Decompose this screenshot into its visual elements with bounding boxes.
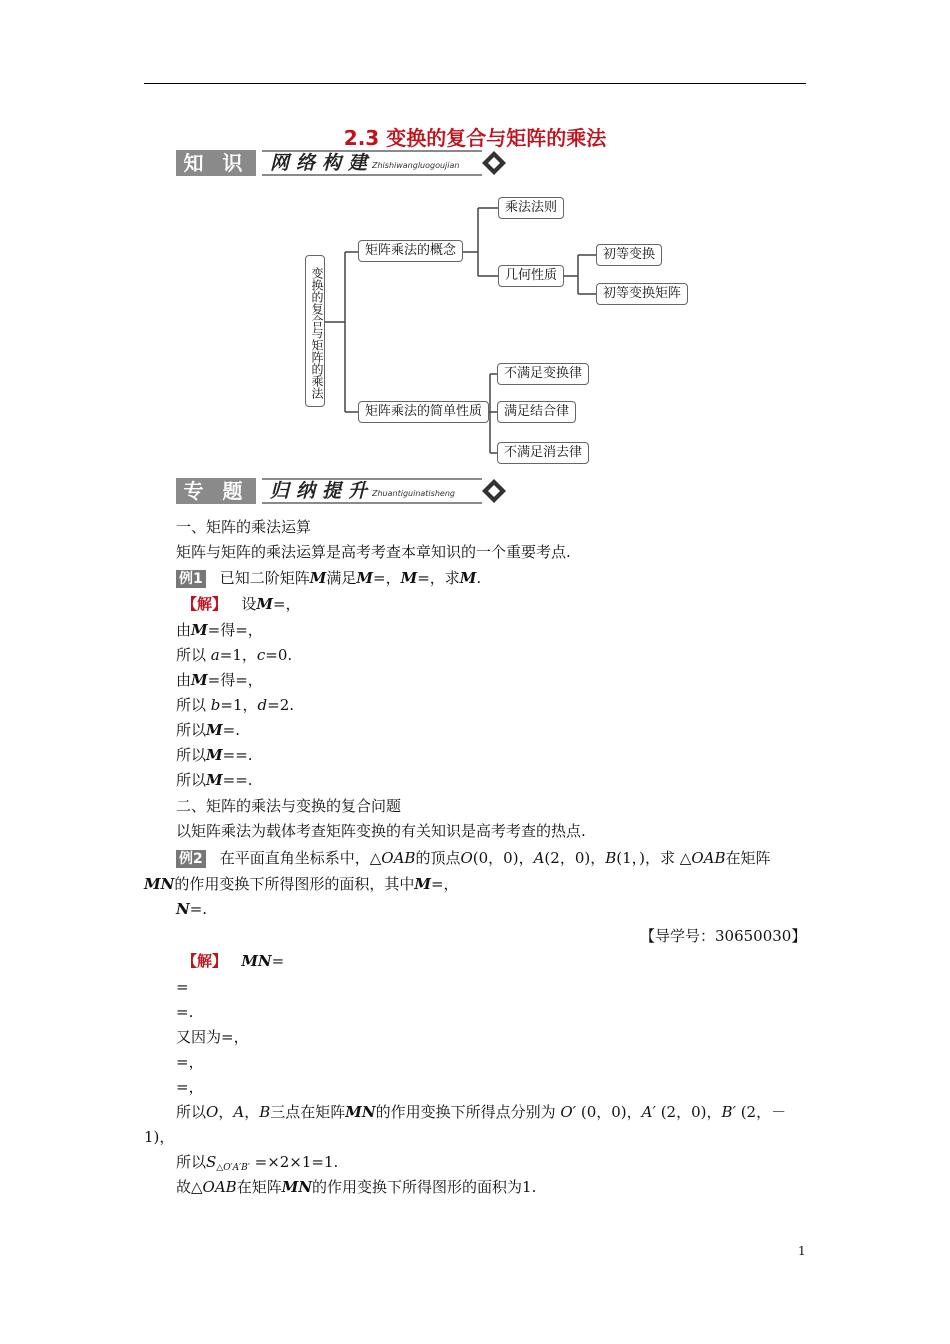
solution-1-line-8: 所以M==. [176,771,253,789]
solution-2-line-8: 1)， [144,1128,175,1146]
solution-2-line-7: 所以O，A，B三点在矩阵MN的作用变换下所得点分别为 O′ (0，0)，A′ (2，0)，B′ (2，－ [176,1103,787,1121]
solution-1-line-3: 所以 a=1，c=0. [176,646,293,664]
example-tag: 例2 [176,850,206,868]
diagram-node-no-commute: 不满足变换律 [497,363,589,385]
solution-2-line-4: 又因为=， [176,1028,249,1046]
section-title: 2.3 变换的复合与矩阵的乘法 [343,126,607,150]
example-tag: 例1 [176,570,206,588]
solution-2-line-2: = [176,978,189,996]
section-intro-2: 以矩阵乘法为载体考查矩阵变换的有关知识是高考考查的热点. [176,822,586,840]
section-heading-2: 二、矩阵的乘法与变换的复合问题 [176,797,402,815]
diagram-node-no-cancel: 不满足消去律 [497,442,589,464]
solution-1-line-1: 【解】 设M=， [182,595,301,613]
example-1: 例1 已知二阶矩阵M满足M=，M=，求M. [176,568,481,588]
diagram-node-simple: 矩阵乘法的简单性质 [358,401,489,423]
solution-1-line-7: 所以M==. [176,746,253,764]
banner-heading: 归纳提升 [270,480,375,502]
example-2-line-2: MN的作用变换下所得图形的面积，其中M=， [144,875,459,893]
example-2-line-1: 例2 在平面直角坐标系中，△OAB的顶点O(0，0)，A(2，0)，B(1，)，求 △OAB在矩阵 [176,848,770,868]
banner-label: 知 识 [176,150,256,176]
solution-2-line-10: 故△OAB在矩阵MN的作用变换下所得图形的面积为1. [176,1178,537,1196]
section-heading-1: 一、矩阵的乘法运算 [176,518,312,536]
diagram-node-concept: 矩阵乘法的概念 [358,240,463,262]
guide-number: 【导学号：30650030】 [640,927,807,945]
topic-summary-banner [176,476,512,506]
banner-pinyin: Zhuantiguinatisheng [372,489,455,498]
diagram-node-geometry: 几何性质 [498,265,564,287]
solution-2-line-5: =， [176,1053,204,1071]
solution-2-line-9: 所以$S_{\triangle O'A'B'} =\times 2\times 1=1$. [176,1153,339,1173]
solution-2-line-1: 【解】 MN= [182,952,285,970]
banner-label: 专 题 [176,478,256,504]
diagram-node-elem-matrix: 初等变换矩阵 [596,283,688,305]
page-number: 1 [798,1244,806,1258]
diamond-arrow-icon [480,477,510,505]
banner-pinyin: Zhishiwangluogoujian [372,161,460,170]
diagram-node-elem-transform: 初等变换 [596,244,662,266]
solution-tag: 【解】 [182,595,228,613]
banner-heading: 网络构建 [270,152,375,174]
solution-2-line-6: =， [176,1078,204,1096]
diagram-root-node: 变换的复合与矩阵的乘法 [305,255,325,407]
solution-1-line-6: 所以M=. [176,721,240,739]
section-intro-1: 矩阵与矩阵的乘法运算是高考考查本章知识的一个重要考点. [176,543,571,561]
solution-1-line-2: 由M=得=， [176,621,263,639]
solution-2-line-3: =. [176,1003,194,1021]
solution-1-line-5: 所以 b=1，d=2. [176,696,295,714]
solution-1-line-4: 由M=得=， [176,671,263,689]
example-2-line-3: N=. [176,900,208,918]
diagram-node-assoc: 满足结合律 [497,401,576,423]
solution-tag: 【解】 [182,952,228,970]
diagram-node-rule: 乘法法则 [498,197,564,219]
